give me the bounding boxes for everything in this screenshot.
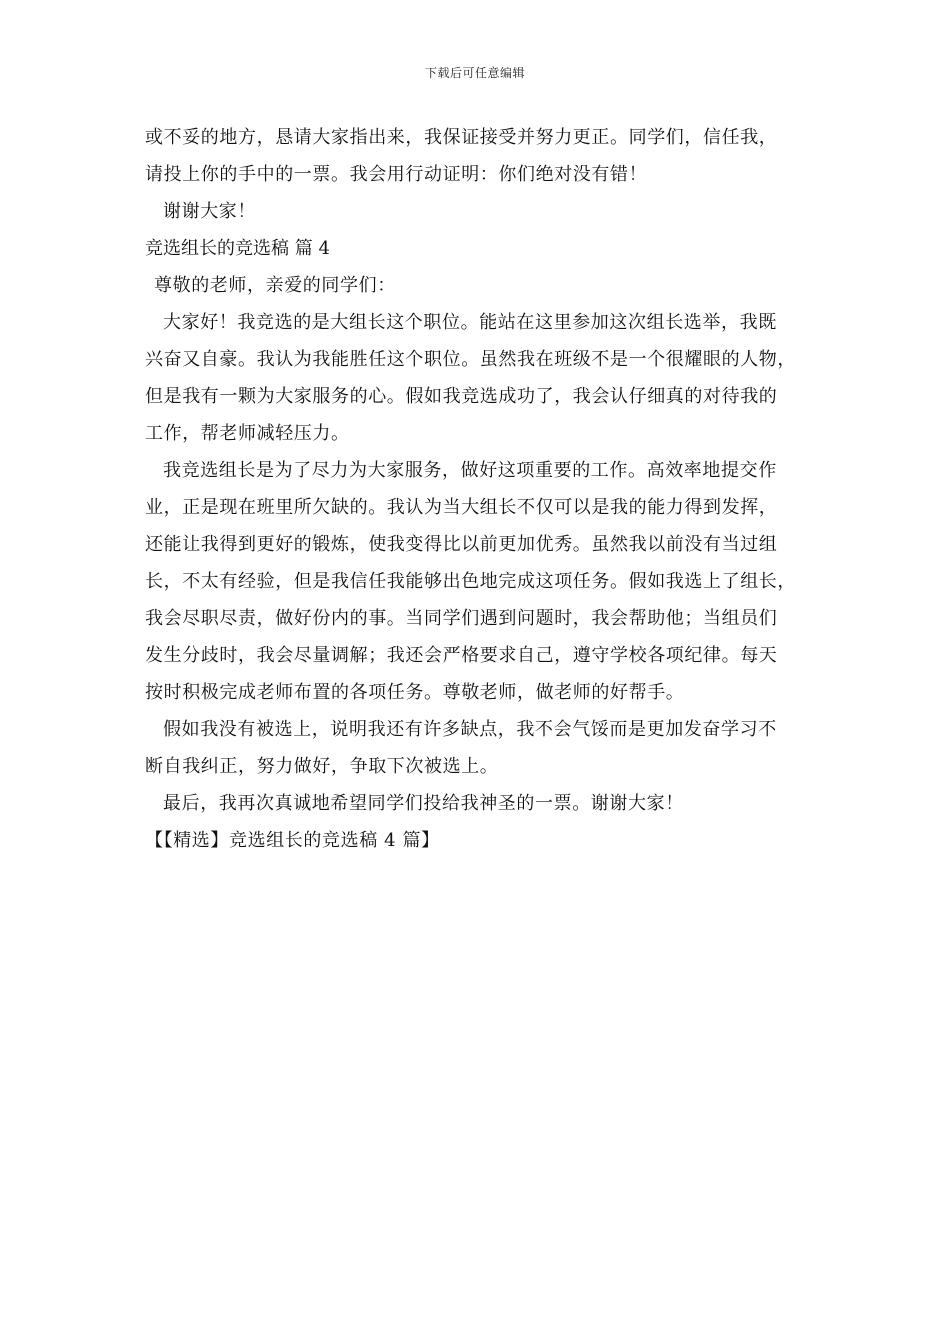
paragraph-line: 按时积极完成老师布置的各项任务。尊敬老师，做老师的好帮手。 [145,682,685,703]
paragraph-line: 长，不太有经验，但是我信任我能够出色地完成这项任务。假如我选上了组长， [145,571,796,592]
paragraph-line: 我会尽职尽责，做好份内的事。当同学们遇到问题时，我会帮助他；当组员们 [145,608,778,629]
paragraph-line: 我竞选组长是为了尽力为大家服务，做好这项重要的工作。高效率地提交作 [163,460,777,481]
paragraph-line: 大家好！我竞选的是大组长这个职位。能站在这里参加这次组长选举，我既 [163,312,777,333]
paragraph-line: 兴奋又自豪。我认为我能胜任这个职位。虽然我在班级不是一个很耀眼的人物， [145,349,796,370]
text-line: 或不妥的地方，恳请大家指出来，我保证接受并努力更正。同学们，信任我， [145,127,778,148]
paragraph-line: 假如我没有被选上，说明我还有许多缺点，我不会气馁而是更加发奋学习不 [163,719,777,740]
paragraph-line: 还能让我得到更好的锻炼，使我变得比以前更加优秀。虽然我以前没有当过组 [145,534,778,555]
paragraph-line: 发生分歧时，我会尽量调解；我还会严格要求自己，遵守学校各项纪律。每天 [145,645,778,666]
paragraph-line: 工作，帮老师减轻压力。 [145,423,350,444]
section-title: 竞选组长的竞选稿 篇 4 [145,238,330,259]
paragraph-line: 断自我纠正，努力做好，争取下次被选上。 [145,756,499,777]
document-body [145,123,810,863]
salutation: 尊敬的老师，亲爱的同学们： [154,275,396,296]
text-line: 请投上你的手中的一票。我会用行动证明：你们绝对没有错！ [145,164,648,185]
page-header: 下载后可任意编辑 [424,66,525,80]
text-line: 谢谢大家！ [163,201,256,222]
footer-title: 【【精选】竞选组长的竞选稿 4 篇】 [145,830,440,851]
paragraph-line: 最后，我再次真诚地希望同学们投给我神圣的一票。谢谢大家！ [163,793,684,814]
paragraph-line: 但是我有一颗为大家服务的心。假如我竞选成功了，我会认仔细真的对待我的 [145,386,778,407]
paragraph-line: 业，正是现在班里所欠缺的。我认为当大组长不仅可以是我的能力得到发挥， [145,497,778,518]
